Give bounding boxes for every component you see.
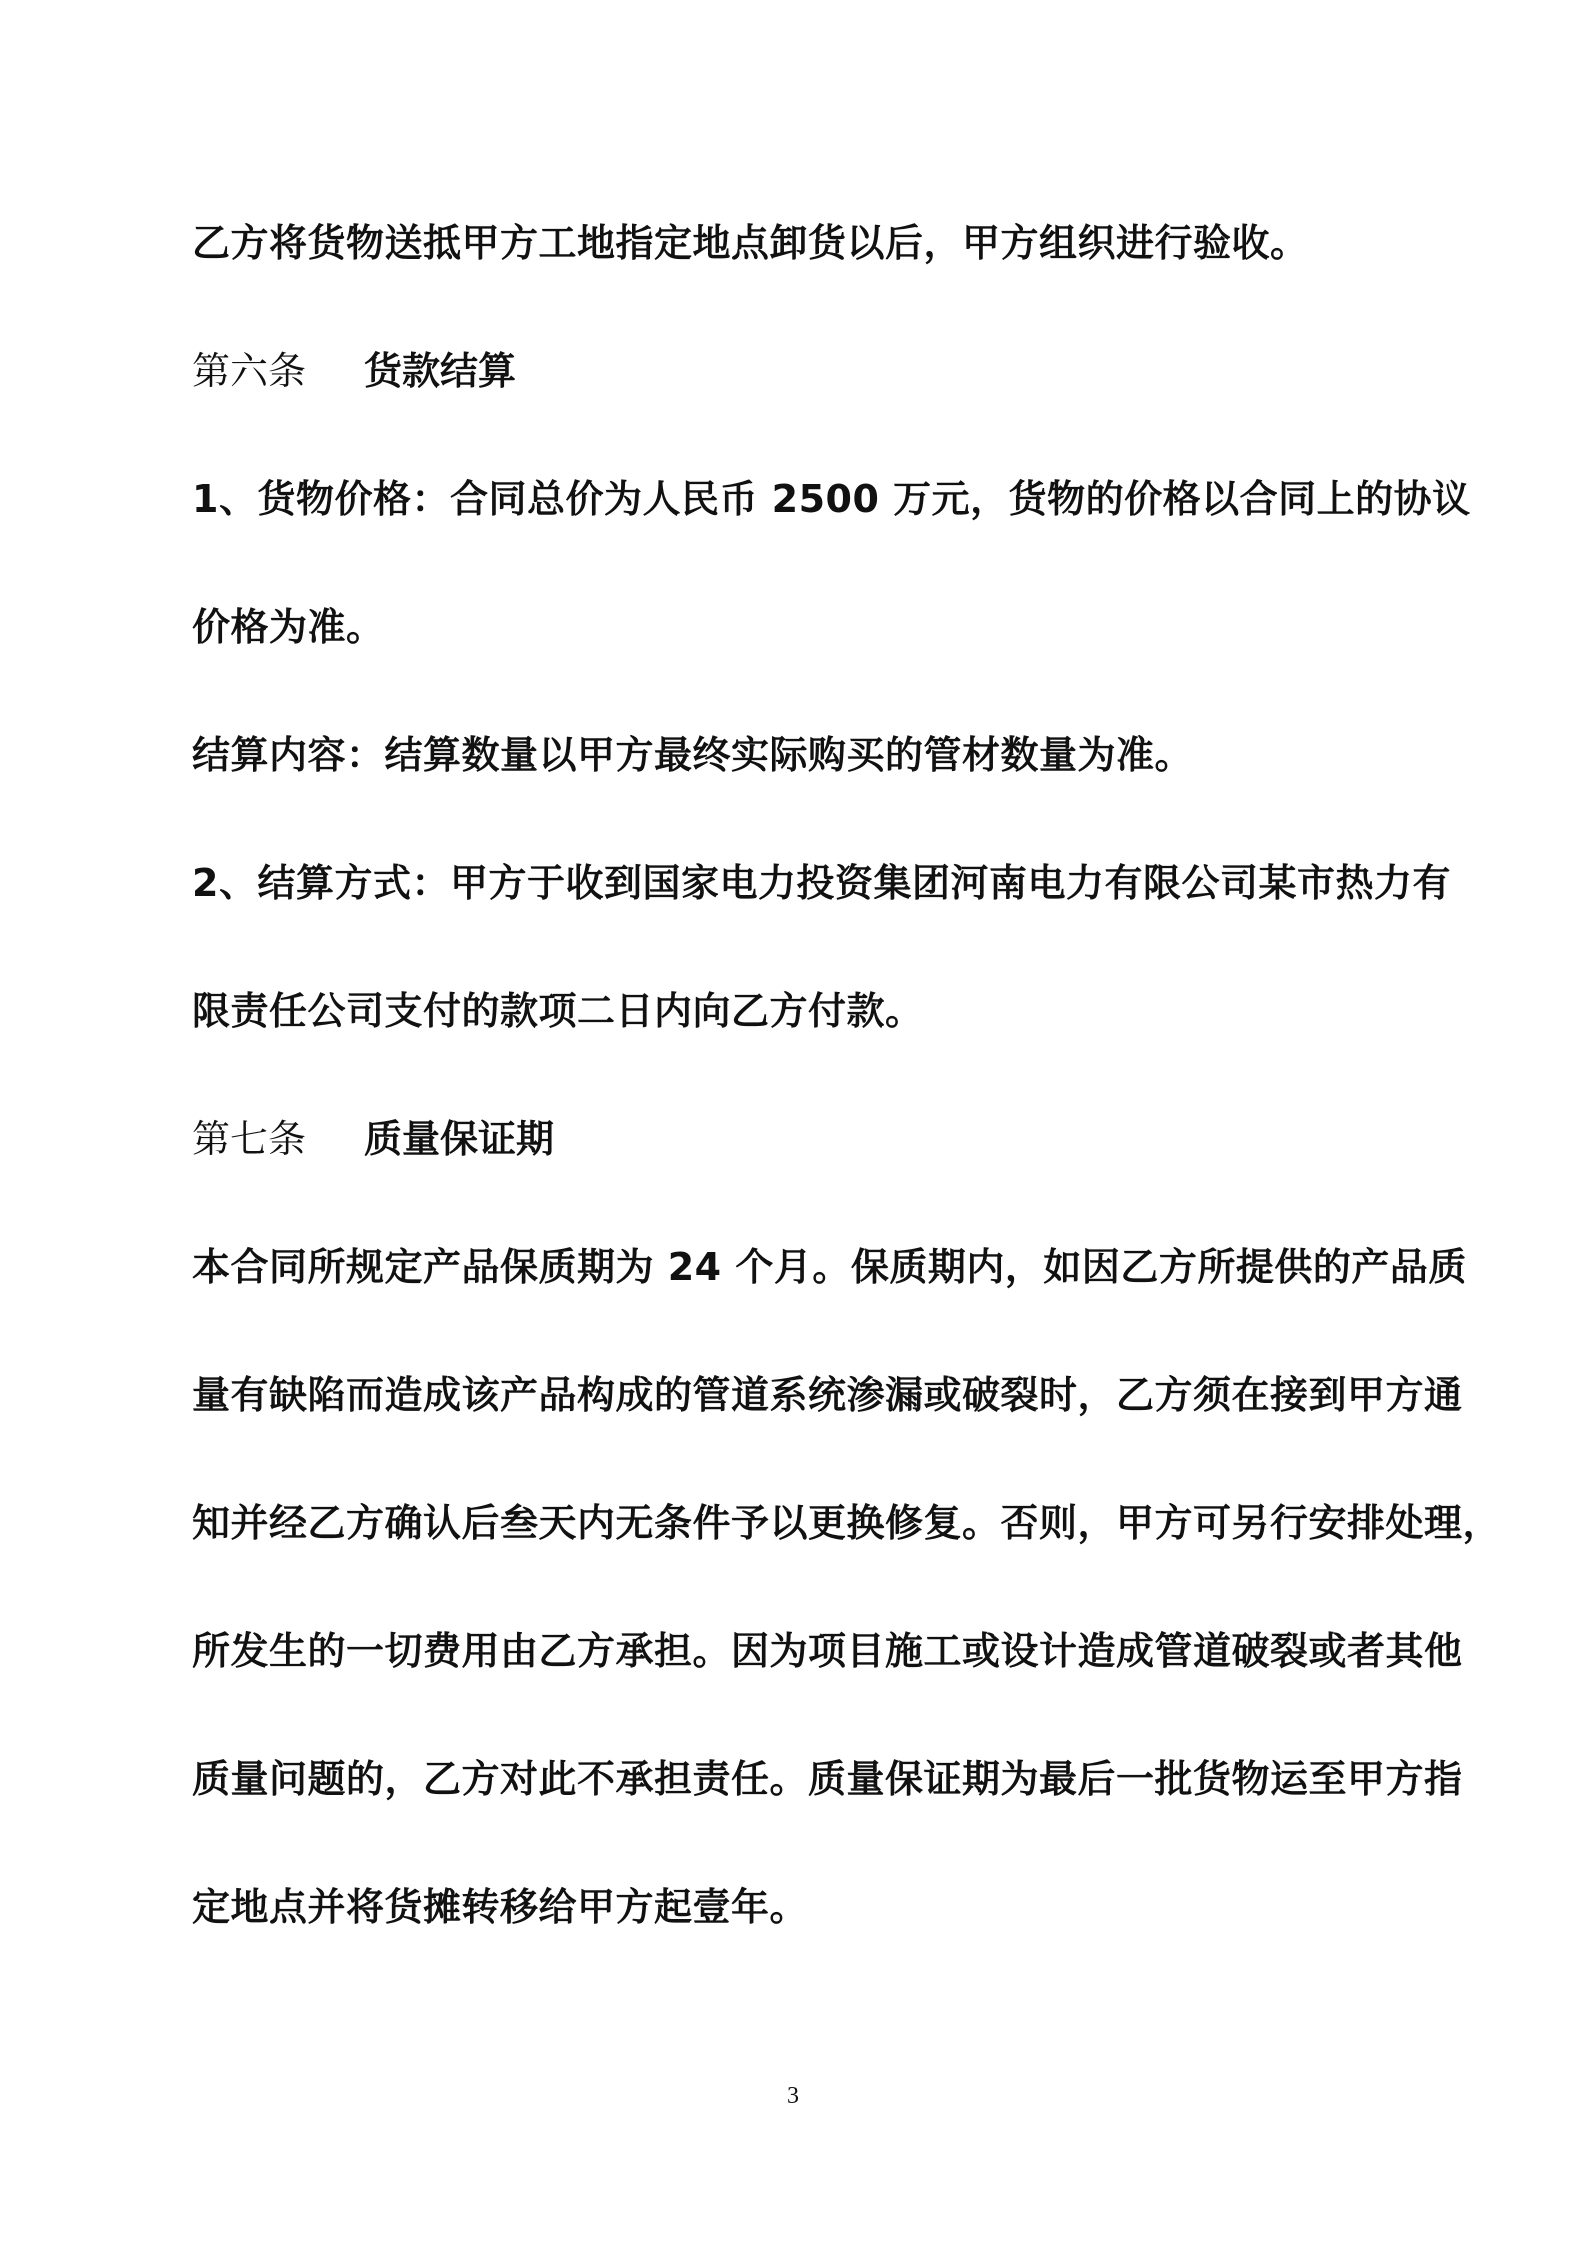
text-line: 知并经乙方确认后叁天内无条件予以更换修复。否则，甲方可另行安排处理， — [192, 1501, 1502, 1545]
text-line: 所发生的一切费用由乙方承担。因为项目施工或设计造成管道破裂或者其他 — [192, 1629, 1463, 1673]
article-number: 第七条 — [192, 1117, 307, 1161]
text-line: 价格为准。 — [192, 605, 385, 649]
text-line: 结算内容：结算数量以甲方最终实际购买的管材数量为准。 — [192, 733, 1194, 777]
text-line: 限责任公司支付的款项二日内向乙方付款。 — [192, 989, 924, 1033]
page-number: 3 — [787, 2083, 799, 2109]
text-line: 质量问题的，乙方对此不承担责任。质量保证期为最后一批货物运至甲方指 — [192, 1757, 1463, 1801]
text-line: 2、结算方式：甲方于收到国家电力投资集团河南电力有限公司某市热力有 — [192, 861, 1451, 905]
article-number: 第六条 — [192, 349, 307, 393]
article-heading-7 — [192, 1108, 554, 1163]
text-line: 乙方将货物送抵甲方工地指定地点卸货以后，甲方组织进行验收。 — [192, 221, 1309, 265]
text-line: 本合同所规定产品保质期为 24 个月。保质期内，如因乙方所提供的产品质 — [192, 1245, 1467, 1289]
text-line: 1、货物价格：合同总价为人民币 2500 万元，货物的价格以合同上的协议 — [192, 477, 1471, 521]
article-heading-6 — [192, 340, 516, 395]
article-title: 质量保证期 — [364, 1117, 555, 1161]
text-line: 定地点并将货摊转移给甲方起壹年。 — [192, 1885, 809, 1929]
article-title: 货款结算 — [364, 349, 517, 393]
text-line: 量有缺陷而造成该产品构成的管道系统渗漏或破裂时，乙方须在接到甲方通 — [192, 1373, 1463, 1417]
